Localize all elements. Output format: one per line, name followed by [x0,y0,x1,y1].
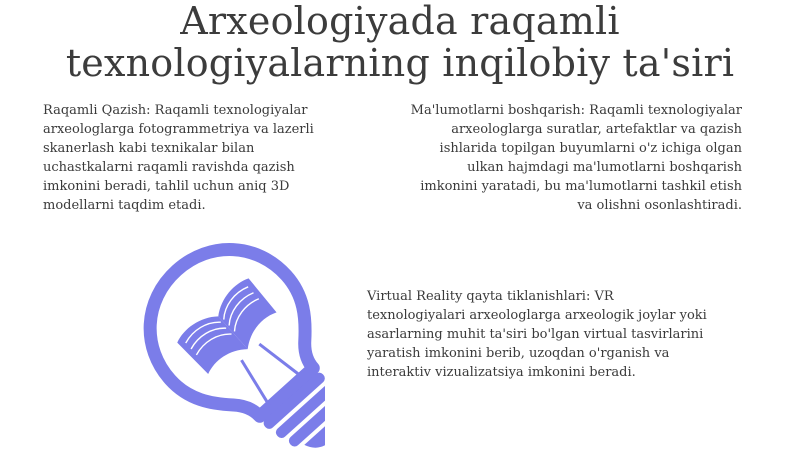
text-line: uchastkalarni raqamli ravishda qazish [43,160,295,175]
section-digital-excavation [43,101,314,215]
text-line: Virtual Reality qayta tiklanishlari: VR [367,289,614,304]
text-line: Raqamli Qazish: Raqamli texnologiyalar [43,103,308,118]
text-line: ulkan hajmdagi ma'lumotlarni boshqarish [467,160,742,175]
text-line: skanerlash kabi texnikalar bilan [43,141,255,156]
text-line: ishlarida topilgan buyumlarni o'z ichiga olgan [439,141,742,156]
lightbulb-book-icon [95,240,325,449]
text-line: Ma'lumotlarni boshqarish: Raqamli texnologiyalar [410,103,742,118]
text-line: imkonini yaratadi, bu ma'lumotlarni tashkil etish [420,179,742,194]
text-line: va olishni osonlashtiradi. [577,198,742,213]
text-line: asarlarning muhit ta'siri bo'lgan virtual tasvirlarini [367,327,704,342]
text-line: yaratish imkonini berib, uzoqdan o'rganish va [367,346,670,361]
text-line: interaktiv vizualizatsiya imkonini beradi. [367,365,636,380]
title-line: texnologiyalarning inqilobiy ta'siri [65,41,735,85]
text-line: texnologiyalari arxeologlarga arxeologik joylar yoki [367,308,707,323]
section-virtual-reality [367,287,707,382]
title-line: Arxeologiyada raqamli [180,0,620,43]
text-line: arxeologlarga suratlar, artefaktlar va qazish [451,122,742,137]
text-line: imkonini beradi, tahlil uchun aniq 3D [43,179,290,194]
text-line: arxeologlarga fotogrammetriya va lazerli [43,122,314,137]
page-title [0,0,800,84]
section-data-management [411,101,742,215]
text-line: modellarni taqdim etadi. [43,198,206,213]
